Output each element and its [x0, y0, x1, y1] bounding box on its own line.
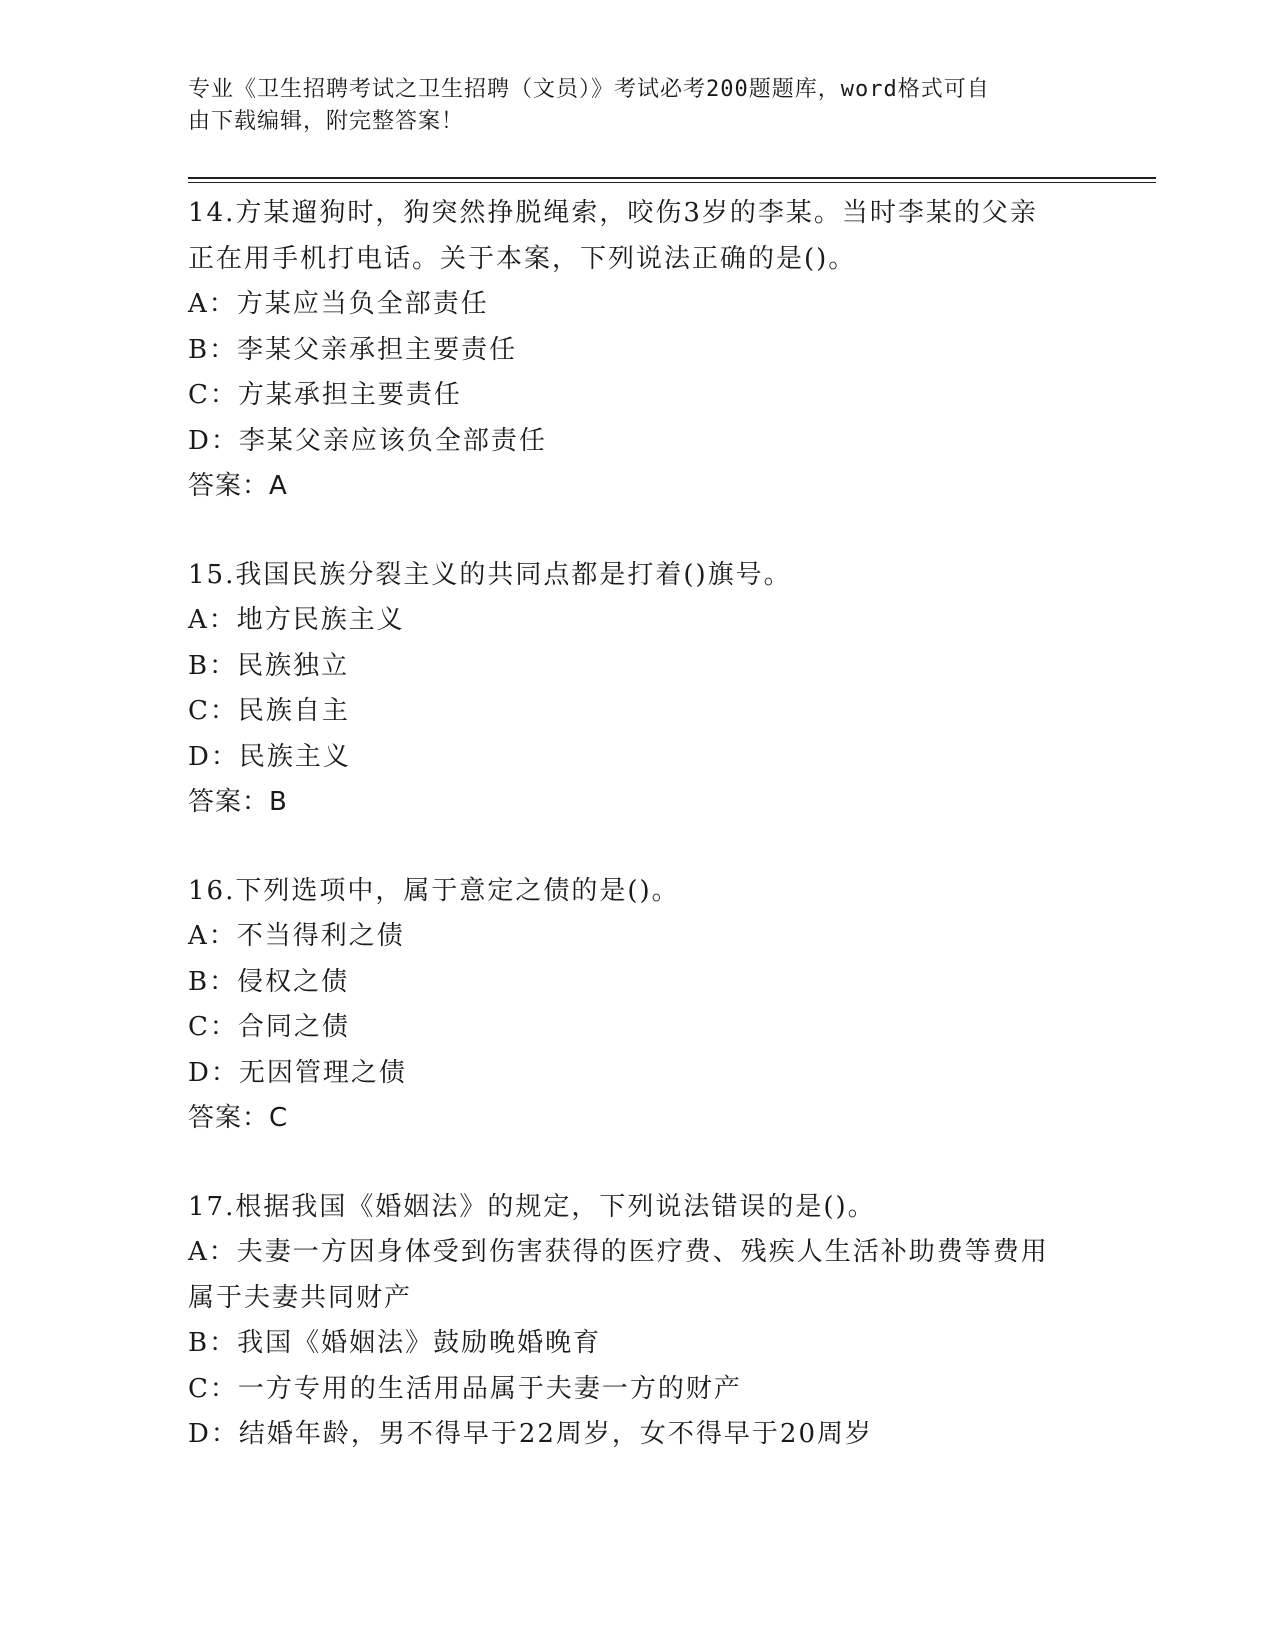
question-15 [188, 553, 1148, 826]
option-c: C：合同之债 [188, 1012, 350, 1042]
option-d: D：无因管理之债 [188, 1057, 407, 1088]
option-b: B：民族独立 [188, 650, 350, 681]
option-a: A：夫妻一方因身体受到伤害获得的医疗费、残疾人生活补助费等费用 [188, 1237, 1049, 1267]
option-d: D：李某父亲应该负全部责任 [188, 425, 547, 456]
header-line-2: 由下载编辑，附完整答案！ [188, 109, 465, 134]
document-header [188, 74, 1088, 138]
question-14 [188, 191, 1148, 510]
answer-line: 答案：C [188, 1103, 289, 1133]
question-stem-line: 15.我国民族分裂主义的共同点都是打着()旗号。 [188, 559, 792, 590]
question-17 [188, 1185, 1148, 1458]
header-line-1: 专业《卫生招聘考试之卫生招聘（文员）》考试必考200题题库，word格式可自 [188, 77, 990, 102]
option-c: C：一方专用的生活用品属于夫妻一方的财产 [188, 1373, 742, 1404]
option-d: D：结婚年龄，男不得早于22周岁，女不得早于20周岁 [188, 1419, 874, 1449]
question-16 [188, 869, 1148, 1142]
answer-line: 答案：B [188, 787, 288, 817]
question-stem-line: 正在用手机打电话。关于本案，下列说法正确的是()。 [188, 243, 857, 274]
option-a: A：方某应当负全部责任 [188, 289, 489, 319]
option-a: A：不当得利之债 [188, 921, 405, 951]
option-c: C：方某承担主要责任 [188, 380, 462, 410]
answer-line: 答案：A [188, 471, 288, 501]
question-stem-line: 17.根据我国《婚姻法》的规定，下列说法错误的是()。 [188, 1191, 876, 1222]
header-divider [188, 177, 1156, 183]
option-c: C：民族自主 [188, 696, 350, 726]
question-stem-line: 16.下列选项中，属于意定之债的是()。 [188, 875, 680, 906]
option-b: B：我国《婚姻法》鼓励晚婚晚育 [188, 1328, 602, 1358]
question-stem-line: 14.方某遛狗时，狗突然挣脱绳索，咬伤3岁的李某。当时李某的父亲 [188, 198, 1038, 228]
question-list [188, 191, 1148, 1501]
option-b: B：侵权之债 [188, 966, 350, 997]
option-d: D：民族主义 [188, 741, 351, 772]
option-b: B：李某父亲承担主要责任 [188, 334, 518, 365]
option-a-continued: 属于夫妻共同财产 [188, 1282, 413, 1313]
option-a: A：地方民族主义 [188, 605, 405, 635]
